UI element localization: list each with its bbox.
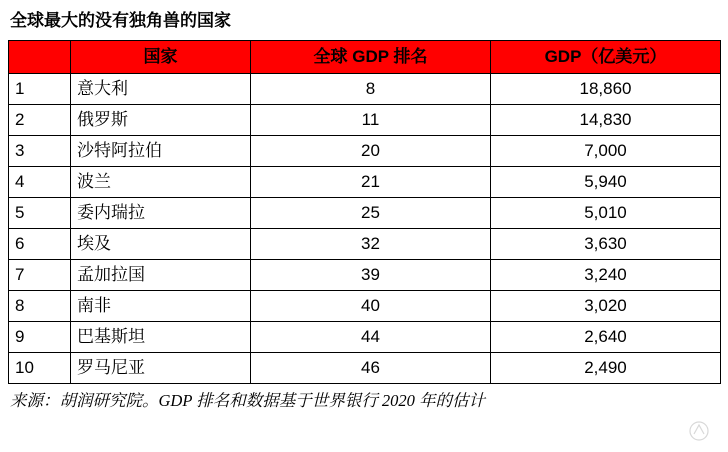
- cell-country: 委内瑞拉: [71, 198, 251, 229]
- cell-rank: 4: [9, 167, 71, 198]
- cell-country: 孟加拉国: [71, 260, 251, 291]
- column-header-gdp-rank: 全球 GDP 排名: [251, 41, 491, 74]
- cell-country: 沙特阿拉伯: [71, 136, 251, 167]
- watermark-icon: [686, 418, 712, 444]
- cell-gdp: 5,010: [491, 198, 721, 229]
- cell-gdp-rank: 25: [251, 198, 491, 229]
- column-header-rank: [9, 41, 71, 74]
- table-row: [9, 167, 721, 198]
- cell-gdp: 3,630: [491, 229, 721, 260]
- cell-rank: 2: [9, 105, 71, 136]
- table-header-row: [9, 41, 721, 74]
- cell-rank: 7: [9, 260, 71, 291]
- table-row: [9, 229, 721, 260]
- cell-country: 意大利: [71, 74, 251, 105]
- table-row: [9, 353, 721, 384]
- cell-rank: 6: [9, 229, 71, 260]
- table-header: [9, 41, 721, 74]
- country-gdp-table: [8, 40, 721, 384]
- cell-gdp: 14,830: [491, 105, 721, 136]
- source-note: 来源：胡润研究院。GDP 排名和数据基于世界银行 2020 年的估计: [10, 391, 485, 410]
- cell-gdp-rank: 44: [251, 322, 491, 353]
- cell-rank: 8: [9, 291, 71, 322]
- cell-gdp: 3,240: [491, 260, 721, 291]
- table-row: [9, 198, 721, 229]
- cell-gdp: 2,640: [491, 322, 721, 353]
- column-header-country: 国家: [71, 41, 251, 74]
- cell-rank: 1: [9, 74, 71, 105]
- table-row: [9, 322, 721, 353]
- cell-country: 巴基斯坦: [71, 322, 251, 353]
- table-row: [9, 291, 721, 322]
- cell-gdp: 3,020: [491, 291, 721, 322]
- cell-gdp-rank: 40: [251, 291, 491, 322]
- cell-rank: 3: [9, 136, 71, 167]
- table-row: [9, 136, 721, 167]
- cell-gdp: 2,490: [491, 353, 721, 384]
- cell-gdp-rank: 21: [251, 167, 491, 198]
- cell-gdp-rank: 32: [251, 229, 491, 260]
- cell-gdp: 18,860: [491, 74, 721, 105]
- cell-country: 埃及: [71, 229, 251, 260]
- table-body: [9, 74, 721, 384]
- cell-country: 南非: [71, 291, 251, 322]
- table-row: [9, 260, 721, 291]
- cell-rank: 5: [9, 198, 71, 229]
- cell-rank: 9: [9, 322, 71, 353]
- cell-gdp: 7,000: [491, 136, 721, 167]
- cell-gdp-rank: 20: [251, 136, 491, 167]
- cell-country: 罗马尼亚: [71, 353, 251, 384]
- cell-country: 波兰: [71, 167, 251, 198]
- cell-country: 俄罗斯: [71, 105, 251, 136]
- cell-gdp-rank: 39: [251, 260, 491, 291]
- cell-gdp-rank: 8: [251, 74, 491, 105]
- page-title: 全球最大的没有独角兽的国家: [10, 11, 231, 30]
- cell-gdp-rank: 46: [251, 353, 491, 384]
- column-header-gdp: GDP（亿美元）: [491, 41, 721, 74]
- cell-gdp-rank: 11: [251, 105, 491, 136]
- cell-gdp: 5,940: [491, 167, 721, 198]
- table-row: [9, 74, 721, 105]
- table-row: [9, 105, 721, 136]
- cell-rank: 10: [9, 353, 71, 384]
